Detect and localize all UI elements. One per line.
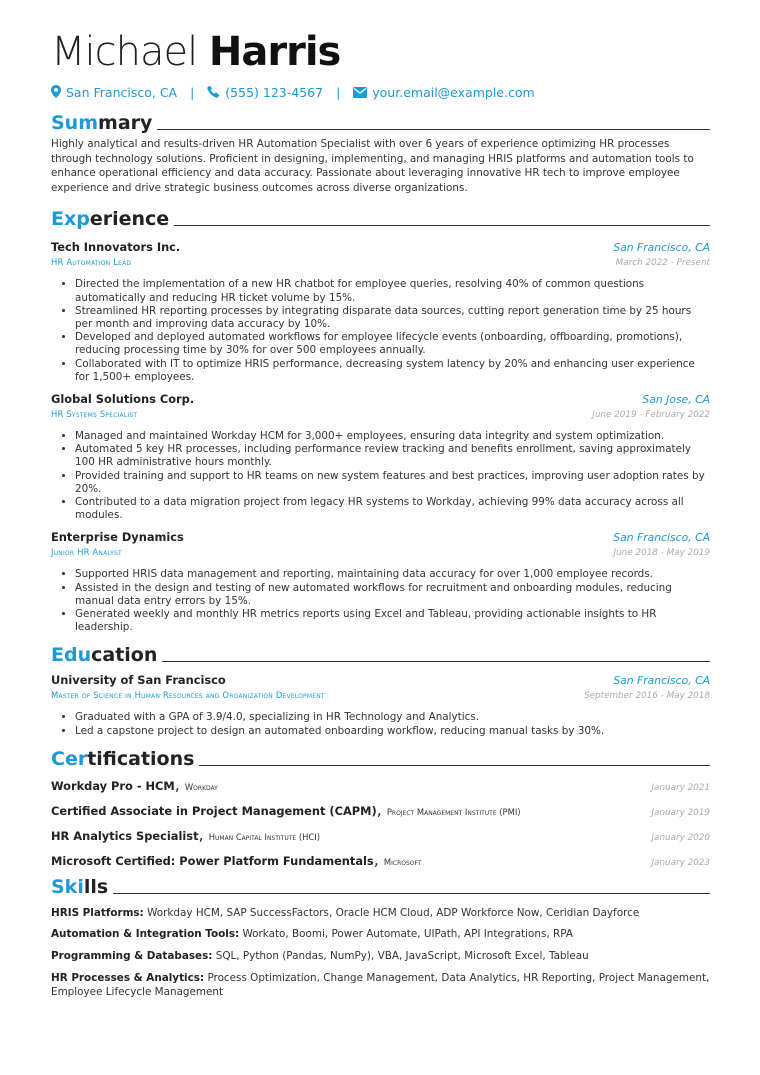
section-rule [157, 129, 710, 130]
skill-value: Process Optimization, Change Management, Data Analytics, HR Reporting, Project Management, Employee Lifecycle Management [51, 971, 710, 999]
job-company: Global Solutions Corp. [51, 392, 195, 406]
certification-issuer: Human Capital Institute (HCI) [208, 831, 320, 842]
education-title-rest: cation [91, 644, 158, 667]
job-date: March 2022 - Present [615, 258, 710, 269]
section-rule [199, 765, 710, 766]
education-title-accent: Edu [51, 644, 92, 667]
certification-date: January 2023 [651, 857, 710, 868]
certification-item: HR Analytics Specialist, Human Capital Institute (HCI) January 2020 [51, 822, 710, 847]
list-item: • Assisted in the design and testing of new automated workflows for recruitment and onboarding modules, reducing manual data entry errors by 15%. [75, 582, 710, 608]
candidate-name [51, 28, 710, 76]
map-marker-icon [51, 84, 61, 104]
job-entry [51, 529, 710, 634]
resume-page [51, 28, 710, 1000]
skills-heading [51, 874, 710, 898]
certification-name: HR Analytics Specialist [51, 828, 199, 843]
skill-value: Workato, Boomi, Power Automate, UIPath, API Integrations, RPA [242, 928, 573, 941]
degree: Master of Science in Human Resources and Organization Development [51, 690, 325, 701]
education-bullets [51, 711, 710, 737]
list-item: • Graduated with a GPA of 3.9/4.0, specializing in HR Technology and Analytics. [75, 711, 710, 724]
job-entry [51, 391, 710, 522]
job-bullets [51, 568, 710, 634]
skills-title-rest: lls [83, 875, 109, 898]
certification-date: January 2019 [651, 807, 710, 818]
skill-row [51, 906, 710, 921]
list-item: • Led a capstone project to design an automated onboarding workflow, reducing manual tasks by 30%. [75, 725, 710, 738]
skill-row [51, 971, 710, 1000]
skill-label: Automation & Integration Tools: [51, 928, 240, 941]
certifications-title-rest: tifications [87, 747, 195, 770]
list-item: • Supported HRIS data management and reporting, maintaining data accuracy for over 1,000 employee records. [75, 568, 710, 581]
last-name: Harris [208, 29, 341, 75]
job-bullets [51, 278, 710, 384]
certification-date: January 2021 [651, 782, 710, 793]
job-company: Tech Innovators Inc. [51, 240, 181, 255]
certification-date: January 2020 [651, 832, 710, 843]
job-entry [51, 239, 710, 384]
school-location: San Francisco, CA [613, 674, 710, 688]
education-entry [51, 672, 710, 737]
summary-text: Highly analytical and results-driven HR Automation Specialist with over 6 years of experience optimizing HR processes through technology solutions. Proficient in designing, implementing, and managing HRIS platforms and automation tools to enhance operational efficiency and data accuracy. Passionate about leveraging innovative HR tech to improve employee experience and drive strategic business outcomes across diverse organizations. [51, 138, 694, 194]
list-item: • Streamlined HR reporting processes by integrating disparate data sources, cutting report generation time by 25 hours per month and improving data accuracy by 10%. [75, 305, 710, 331]
certification-issuer: Microsoft [383, 856, 422, 867]
experience-title-rest: erience [89, 208, 170, 231]
list-item: • Contributed to a data migration project from legacy HR systems to Workday, achieving 99% data accuracy across all modules. [75, 496, 710, 522]
job-role: HR Automation Lead [51, 257, 132, 268]
certification-issuer: Project Management Institute (PMI) [386, 806, 521, 817]
education-date: September 2016 - May 2018 [584, 691, 710, 702]
list-item: • Provided training and support to HR teams on new system features and best practices, improving user adoption rates by 20%. [75, 470, 710, 496]
certification-name: Certified Associate in Project Management (CAPM) [51, 803, 377, 818]
summary-title-rest: mary [98, 112, 153, 134]
email-link[interactable]: your.email@example.com [372, 85, 535, 100]
skill-row [51, 927, 710, 942]
first-name: Michael [51, 29, 198, 75]
certifications-heading [51, 746, 710, 770]
location-text: San Francisco, CA [66, 85, 178, 100]
separator: | [336, 85, 341, 100]
skill-label: Programming & Databases: [51, 950, 213, 963]
list-item: • Automated 5 key HR processes, including performance review tracking and benefits enrollment, saving approximately 100 HR administrative hours monthly. [75, 443, 710, 469]
certification-item: Workday Pro - HCM, Workday January 2021 [51, 772, 710, 797]
school-name: University of San Francisco [51, 673, 226, 688]
section-rule [174, 225, 710, 226]
skill-label: HR Processes & Analytics: [51, 971, 205, 984]
job-location: San Francisco, CA [613, 531, 710, 545]
certification-issuer: Workday [184, 781, 218, 792]
job-role: Junior HR Analyst [51, 547, 122, 558]
certification-item: Microsoft Certified: Power Platform Fundamentals, Microsoft January 2023 [51, 847, 710, 872]
certification-name: Microsoft Certified: Power Platform Fundamentals [51, 853, 374, 868]
certification-name: Workday Pro - HCM [51, 778, 175, 793]
summary-title-accent: Sum [51, 112, 99, 134]
phone-icon [207, 84, 220, 104]
section-rule [113, 893, 710, 894]
education-heading [51, 642, 710, 666]
contact-line [51, 83, 710, 103]
list-item: • Managed and maintained Workday HCM for 3,000+ employees, ensuring data integrity and system optimization. [75, 430, 710, 443]
list-item: • Generated weekly and monthly HR metrics reports using Excel and Tableau, providing actionable insights to HR leadership. [75, 608, 710, 634]
job-role: HR Systems Specialist [51, 409, 138, 419]
list-item: • Collaborated with IT to optimize HRIS performance, decreasing system latency by 20% and enhancing user experience for 1,500+ employees. [75, 358, 710, 384]
job-bullets [51, 430, 710, 522]
skill-value: Workday HCM, SAP SuccessFactors, Oracle HCM Cloud, ADP Workforce Now, Ceridian Dayforce [147, 906, 640, 919]
section-rule [162, 661, 710, 662]
skill-value: SQL, Python (Pandas, NumPy), VBA, JavaScript, Microsoft Excel, Tableau [215, 950, 589, 963]
certifications-title-accent: Cer [51, 747, 88, 770]
list-item: • Directed the implementation of a new HR chatbot for employee queries, resolving 40% of common questions automatically and reducing HR ticket volume by 15%. [75, 278, 710, 304]
job-date: June 2019 - February 2022 [592, 410, 710, 420]
skill-label: HRIS Platforms: [51, 906, 144, 919]
job-company: Enterprise Dynamics [51, 530, 184, 545]
phone-link[interactable]: (555) 123-4567 [225, 85, 324, 100]
list-item: • Developed and deployed automated workflows for employee lifecycle events (onboarding, offboarding, promotions), reducing processing time by 30% for over 500 employees annually. [75, 331, 710, 357]
envelope-icon [353, 84, 367, 104]
certifications-list [51, 772, 710, 872]
job-location: San Francisco, CA [613, 241, 710, 255]
skills-title-accent: Ski [51, 875, 84, 898]
job-location: San Jose, CA [642, 393, 710, 406]
summary-heading [51, 110, 710, 134]
experience-title-accent: Exp [51, 208, 90, 231]
job-date: June 2018 - May 2019 [613, 548, 710, 559]
experience-heading [51, 206, 710, 230]
skill-row [51, 949, 710, 964]
separator: | [190, 85, 195, 100]
certification-item: Certified Associate in Project Management (CAPM), Project Management Institute (PMI) January 2019 [51, 797, 710, 822]
